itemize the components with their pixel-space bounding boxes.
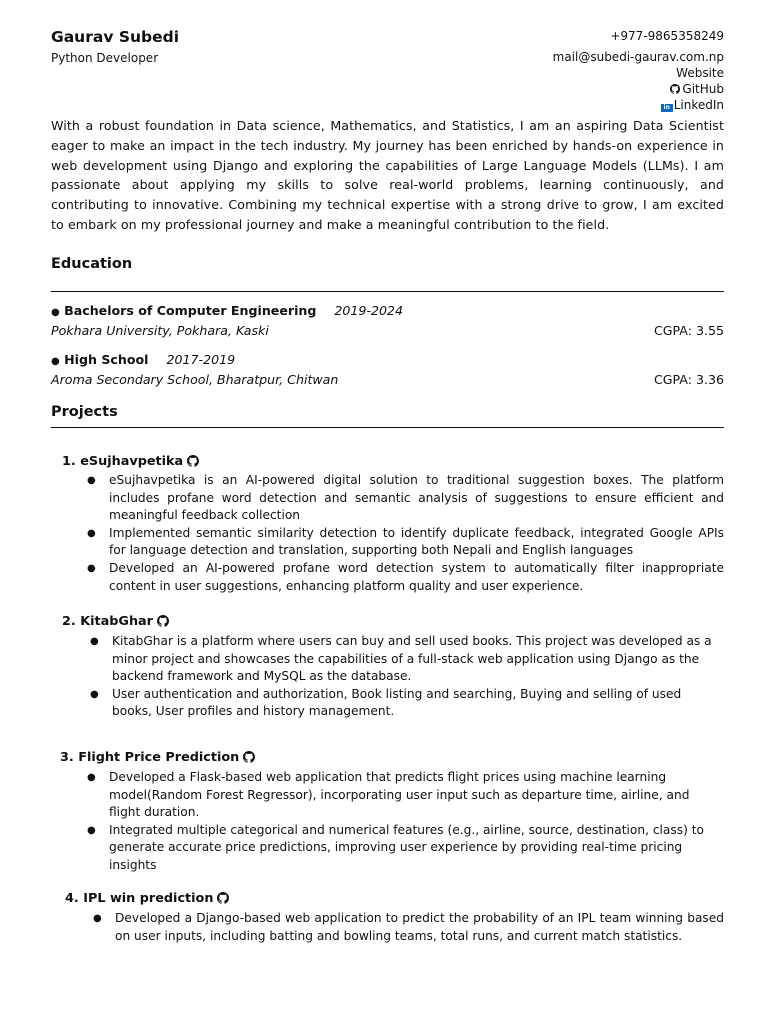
list-item — [87, 560, 724, 595]
bullet-text: eSujhavpetika is an AI-powered digital solution to traditional suggestion boxes. The platform includes profane word detection and semantic analysis of suggestions to ensure efficient and meaningful feedback collection — [109, 473, 724, 523]
email-link[interactable]: mail@subedi-gaurav.com.np — [552, 50, 724, 64]
degree-dates: 2019-2024 — [334, 303, 404, 318]
bullet-dot: ● — [87, 824, 96, 836]
project-title — [62, 614, 169, 629]
project-name: 4. IPL win prediction — [65, 891, 214, 906]
bullet-text: KitabGhar is a platform where users can buy and sell used books. This project was developed as a minor project and showcases the capabilities of a full-stack web application using Django as the backend framework and MySQL as the database. — [112, 634, 712, 684]
education-entry-institution — [51, 372, 724, 387]
project-title — [65, 891, 229, 906]
project-bullets — [87, 472, 724, 595]
degree-name: Bachelors of Computer Engineering — [64, 303, 317, 318]
education-entry-institution — [51, 323, 724, 338]
projects-divider — [51, 427, 724, 428]
github-link[interactable] — [553, 81, 724, 97]
education-divider — [51, 291, 724, 292]
list-item — [87, 472, 724, 525]
project-name: 3. Flight Price Prediction — [60, 750, 240, 765]
institution-name: Pokhara University, Pokhara, Kaski — [51, 323, 269, 338]
candidate-name: Gaurav Subedi — [51, 28, 180, 46]
bullet-dot: ● — [87, 475, 96, 486]
project-title — [62, 454, 199, 469]
bullet-text: Developed a Django-based web application to predict the probability of an IPL team winning based on user inputs, including batting and bowling teams, total runs, and current match statistics. — [115, 911, 724, 943]
bullet-dot: ● — [90, 636, 99, 647]
degree-name: High School — [64, 352, 149, 367]
github-icon[interactable] — [157, 615, 169, 627]
bullet-dot: ● — [87, 562, 96, 574]
list-item — [90, 686, 724, 721]
bullet-dot: ● — [93, 913, 102, 924]
github-icon — [670, 84, 680, 94]
bullet-dot: ● — [87, 772, 96, 783]
github-icon[interactable] — [217, 892, 229, 904]
list-item — [87, 769, 709, 822]
project-bullets — [90, 633, 724, 721]
education-entry-degree — [51, 352, 235, 367]
github-icon[interactable] — [243, 751, 255, 763]
education-heading: Education — [51, 256, 133, 272]
list-item — [90, 633, 724, 686]
list-item — [87, 822, 709, 875]
phone-number[interactable]: +977-9865358249 — [610, 29, 724, 43]
bullet-text: Integrated multiple categorical and numerical features (e.g., airline, source, destination, class) to generate accurate price predictions, improving user experience by providing real-time pricing insights — [109, 822, 704, 872]
project-name: 2. KitabGhar — [62, 614, 153, 629]
projects-heading: Projects — [51, 404, 118, 420]
linkedin-icon: in — [661, 104, 673, 112]
website-link[interactable]: Website — [676, 66, 724, 80]
project-name: 1. eSujhavpetika — [62, 454, 184, 469]
github-icon[interactable] — [187, 455, 199, 467]
bullet-text: Developed an AI-powered profane word detection system to automatically filter inappropriate content in user suggestions, enhancing platform quality and user experience. — [109, 560, 724, 593]
linkedin-label: LinkedIn — [673, 98, 724, 112]
bullet-dot: ● — [51, 356, 60, 367]
bullet-dot: ● — [90, 688, 99, 700]
contact-block — [553, 28, 724, 113]
bullet-dot: ● — [87, 527, 96, 539]
github-label: GitHub — [682, 82, 724, 96]
education-entry-degree — [51, 303, 403, 318]
bullet-dot: ● — [51, 307, 60, 318]
gpa-value: CGPA: 3.36 — [653, 372, 724, 387]
profile-summary: With a robust foundation in Data science, Mathematics, and Statistics, I am an aspiring Data Scientist eager to make an impact in the tech industry. My journey has been enriched by hands-on experience in web development using Django and exploring the capabilities of Large Language Models (LLMs). I am passionate about applying my skills to solve real-world problems, learning continuously, and contributing to innovative. Combining my technical expertise with a strong drive to grow, I am excited to embark on my professional journey and make a meaningful contribution to the field. — [51, 118, 724, 232]
institution-name: Aroma Secondary School, Bharatpur, Chitwan — [51, 372, 339, 387]
gpa-value: CGPA: 3.55 — [653, 323, 724, 338]
bullet-text: User authentication and authorization, Book listing and searching, Buying and selling of used books, User profiles and history management. — [112, 686, 682, 719]
bullet-text: Implemented semantic similarity detection to identify duplicate feedback, integrated Google APIs for language detection and translation, supporting both Nepali and English languages — [109, 525, 724, 558]
list-item — [87, 525, 724, 560]
degree-dates: 2017-2019 — [166, 352, 236, 367]
project-bullets — [93, 910, 724, 945]
project-title — [60, 750, 255, 765]
list-item — [93, 910, 724, 945]
bullet-text: Developed a Flask-based web application that predicts flight prices using machine learning model(Random Forest Regressor), incorporating user input such as departure time, airline, and flight duration. — [109, 770, 690, 820]
linkedin-link[interactable] — [553, 97, 724, 113]
candidate-role: Python Developer — [51, 51, 159, 65]
project-bullets — [87, 769, 709, 875]
